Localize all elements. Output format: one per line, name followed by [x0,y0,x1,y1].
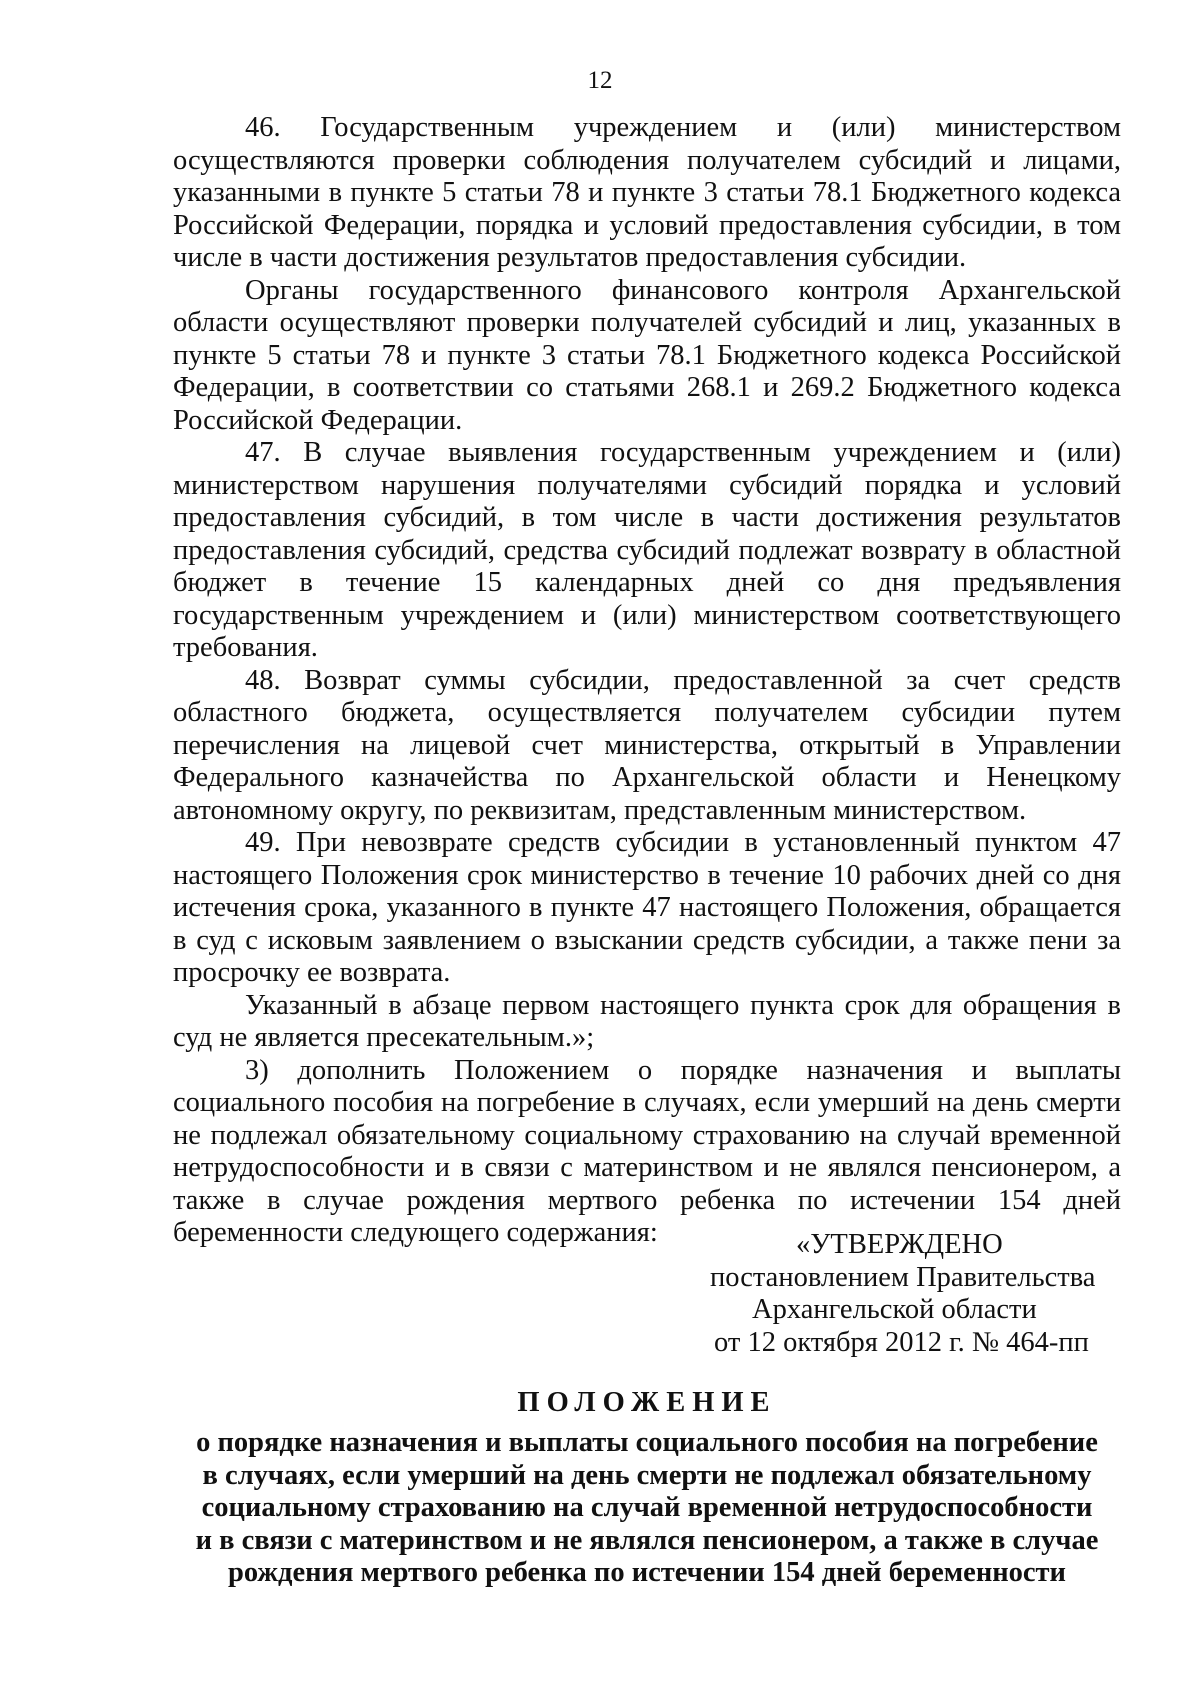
subtitle-line: социальному страхованию на случай временной нетрудоспособности [201,1492,1093,1523]
paragraph-46-control-bodies: Органы государственного финансового контроля Архангельской области осуществляют проверки получателей субсидий и лиц, указанных в пункте 5 статьи 78 и пункте 3 статьи 78.1 Бюджетного кодекса Российской Федерации, в соответствии со статьями 268.1 и 269.2 Бюджетного кодекса Российской Федерации. [173,274,1121,436]
approval-line: от 12 октября 2012 г. № 464-пп [714,1326,1089,1358]
document-subtitle [173,1427,1121,1590]
approval-line: Архангельской области [752,1294,1037,1325]
document-body [173,112,1121,1250]
subtitle-line: рождения мертвого ребенка по истечении 154 дней беременности [228,1557,1066,1588]
approval-line: постановлением Правительства [710,1261,1096,1293]
paragraph-49-term-note: Указанный в абзаце первом настоящего пункта срок для обращения в суд не является пресекательным.»; [173,989,1121,1053]
subtitle-line: и в связи с материнством и не являлся пенсионером, а также в случае [195,1524,1099,1556]
approval-stamp-block [680,1229,1140,1359]
paragraph-48: 48. Возврат суммы субсидии, предоставленной за счет средств областного бюджета, осуществляется получателем субсидии путем перечисления на лицевой счет министерства, открытый в Управлении Федерального казначейства по Архангельской области и Ненецкому автономному округу, по реквизитам, представленным министерством. [173,664,1121,826]
paragraph-46: 46. Государственным учреждением и (или) министерством осуществляются проверки соблюдения получателем субсидий и лицами, указанными в пункте 5 статьи 78 и пункте 3 статьи 78.1 Бюджетного кодекса Российской Федерации, порядка и условий предоставления субсидии, в том числе в части достижения результатов предоставления субсидии. [173,112,1121,273]
paragraph-amendment-3: 3) дополнить Положением о порядке назначения и выплаты социального пособия на погребение в случаях, если умерший на день смерти не подлежал обязательному социальному страхованию на случай временной нетрудоспособности и в связи с материнством и не являлся пенсионером, а также в случае рождения мертвого ребенка по истечении 154 дней беременности следующего содержания: [173,1054,1121,1248]
subtitle-line: в случаях, если умерший на день смерти не подлежал обязательному [202,1459,1092,1491]
subtitle-line: о порядке назначения и выплаты социального пособия на погребение [196,1427,1098,1458]
paragraph-47: 47. В случае выявления государственным учреждением и (или) министерством нарушения получателями субсидий порядка и условий предоставления субсидий, в том числе в части достижения результатов предоставления субсидий, средства субсидий подлежат возврату в областной бюджет в течение 15 календарных дней со дня предъявления государственным учреждением и (или) министерством соответствующего требования. [173,437,1121,663]
paragraph-49: 49. При невозврате средств субсидии в установленный пунктом 47 настоящего Положения срок министерство в течение 10 рабочих дней со дня истечения срока, указанного в пункте 47 настоящего Положения, обращается в суд с исковым заявлением о взыскании средств субсидии, а также пени за просрочку ее возврата. [173,827,1121,988]
page-number: 12 [587,67,613,94]
approval-line: «УТВЕРЖДЕНО [796,1229,1003,1260]
document-heading: ПОЛОЖЕНИЕ [517,1387,777,1418]
